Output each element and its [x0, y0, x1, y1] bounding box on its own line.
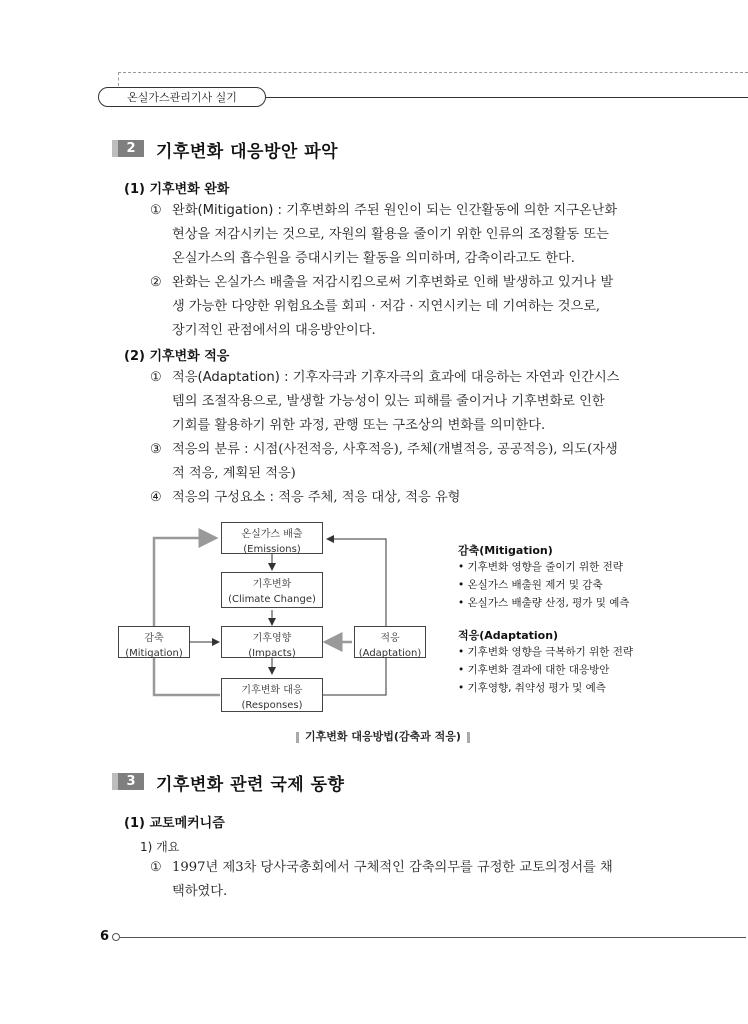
item-marker: ①: [150, 860, 162, 875]
box-sublabel: (Impacts): [248, 648, 296, 659]
mitigation-panel: [458, 542, 658, 612]
item-line: 기후변화의 주된 원인이 되는 인간활동에 의한 지구온난화: [282, 203, 618, 218]
sub-subsection-title: 1) 개요: [140, 840, 180, 854]
book-title: 온실가스관리기사 실기: [98, 87, 266, 107]
item-line: 기회를 활용하기 위한 과정, 관행 또는 구조상의 변화를 의미한다.: [172, 418, 546, 433]
item-line: 적 적응, 계획된 적응): [172, 466, 296, 481]
diagram-box-impacts: [221, 626, 323, 658]
list-item: [150, 486, 638, 510]
box-label: 기후변화: [252, 579, 292, 590]
item-marker: ④: [150, 490, 162, 505]
panel-bullet: • 기후변화 영향을 극복하기 위한 전략: [458, 646, 634, 658]
item-lead: 완화(Mitigation) :: [172, 203, 282, 218]
page-number: 6: [100, 929, 110, 944]
item-line: 기후자극과 기후자극의 효과에 대응하는 자연과 인간시스: [288, 370, 620, 385]
box-sublabel: (Climate Change): [228, 594, 316, 605]
footer-circle: [112, 933, 120, 941]
caption-bar: [296, 732, 299, 743]
section-title: 기후변화 관련 국제 동향: [156, 775, 345, 795]
mitigation-paragraphs: [150, 199, 638, 343]
diagram-box-climate-change: [221, 572, 323, 608]
panel-bullet: • 기후변화 영향을 줄이기 위한 전략: [458, 561, 623, 573]
section-number: 3: [118, 773, 144, 790]
caption-text: 기후변화 대응방법(감축과 적응): [305, 730, 461, 743]
box-label: 감축: [144, 633, 164, 644]
panel-title: 감축(Mitigation): [458, 544, 553, 557]
header-dashed-corner: [118, 72, 119, 86]
item-line: 적응 주체, 적응 대상, 적응 유형: [274, 490, 461, 505]
panel-bullet: • 온실가스 배출량 산정, 평가 및 예측: [458, 597, 630, 609]
box-sublabel: (Responses): [241, 700, 303, 711]
list-item: [150, 856, 638, 904]
adaptation-paragraphs: [150, 366, 638, 510]
panel-bullet: • 기후영향, 취약성 평가 및 예측: [458, 682, 606, 694]
item-marker: ③: [150, 442, 162, 457]
header-rule: [266, 97, 748, 98]
box-sublabel: (Mitigation): [125, 648, 183, 659]
list-item: [150, 271, 638, 343]
item-marker: ②: [150, 275, 162, 290]
list-item: [150, 199, 638, 271]
item-line: 생 가능한 다양한 위험요소를 회피 · 저감 · 지연시키는 데 기여하는 것으로,: [172, 299, 601, 314]
item-marker: ①: [150, 370, 162, 385]
item-line: 시점(사전적응, 사후적응), 주체(개별적응, 공공적응), 의도(자생: [248, 442, 618, 457]
panel-bullet: • 온실가스 배출원 제거 및 감축: [458, 579, 603, 591]
list-item: [150, 438, 638, 486]
diagram-box-mitigation: [118, 626, 190, 658]
header-dashed-line: [118, 72, 748, 73]
box-sublabel: (Adaptation): [358, 648, 422, 659]
item-lead: 적응의 구성요소 :: [172, 490, 275, 505]
figure-caption: [290, 728, 476, 744]
item-line: 완화는 온실가스 배출을 저감시킴으로써 기후변화로 인해 발생하고 있거나 발: [172, 275, 614, 290]
section-number: 2: [118, 140, 144, 157]
panel-title: 적응(Adaptation): [458, 629, 559, 642]
footer-rule: [120, 937, 746, 938]
subsection-title: (1) 교토메커니즘: [124, 816, 225, 831]
diagram-box-emissions: [221, 522, 323, 554]
item-marker: ①: [150, 203, 162, 218]
loop-responses-to-emissions: [322, 539, 386, 695]
diagram-box-adaptation: [354, 626, 426, 658]
panel-bullet: • 기후변화 결과에 대한 대응방안: [458, 664, 610, 676]
item-line: 현상을 저감시키는 것으로, 자원의 활용을 줄이기 위한 인류의 조정활동 또는: [172, 227, 609, 242]
box-label: 적응: [380, 633, 400, 644]
item-line: 장기적인 관점에서의 대응방안이다.: [172, 323, 376, 338]
subsection-title: (2) 기후변화 적응: [124, 349, 230, 364]
adaptation-panel: [458, 627, 658, 697]
subsection-title: (1) 기후변화 완화: [124, 182, 230, 197]
diagram-box-responses: [221, 678, 323, 712]
item-line: 템의 조절작용으로, 발생할 가능성이 있는 피해를 줄이거나 기후변화로 인한: [172, 394, 605, 409]
section-title: 기후변화 대응방안 파악: [156, 142, 339, 162]
box-label: 기후영향: [252, 633, 292, 644]
item-line: 택하였다.: [172, 884, 228, 899]
item-lead: 적응의 분류 :: [172, 442, 249, 457]
caption-bar: [467, 732, 470, 743]
item-line: 1997년 제3차 당사국총회에서 구체적인 감축의무를 규정한 교토의정서를 채: [172, 860, 613, 875]
loop-responses-to-mitigation: [154, 658, 220, 695]
kyoto-paragraph: [150, 856, 638, 904]
item-line: 온실가스의 흡수원을 증대시키는 활동을 의미하며, 감축이라고도 한다.: [172, 251, 575, 266]
box-sublabel: (Emissions): [243, 544, 301, 555]
item-lead: 적응(Adaptation) :: [172, 370, 289, 385]
box-label: 기후변화 대응: [241, 685, 303, 696]
list-item: [150, 366, 638, 438]
box-label: 온실가스 배출: [241, 529, 303, 540]
loop-mitigation-to-emissions: [154, 538, 216, 626]
